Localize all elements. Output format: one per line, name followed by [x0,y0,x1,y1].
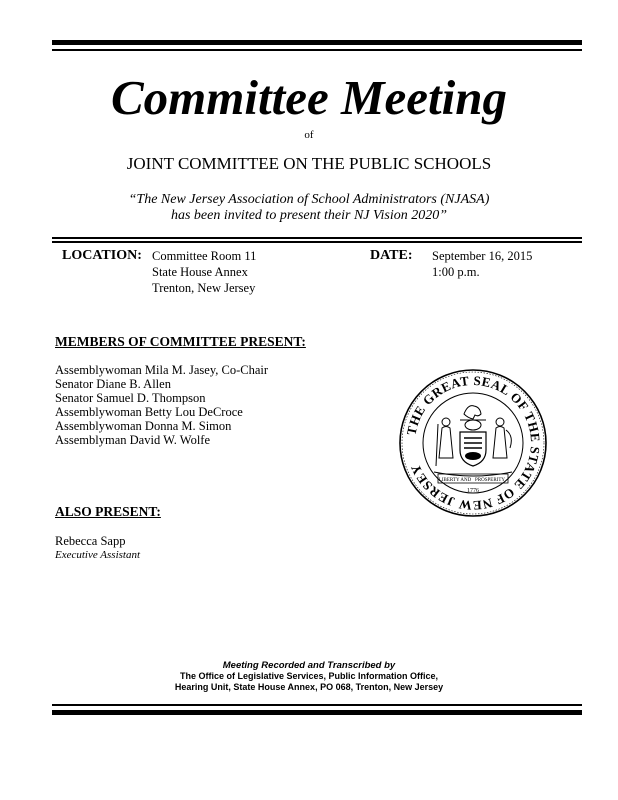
subtitle-line-1: “The New Jersey Association of School Administrators (NJASA) [128,192,490,207]
bottom-rule-thin [52,704,582,706]
location-line: Committee Room 11 [152,249,257,263]
time-line: 1:00 p.m. [432,265,480,279]
member-name: Assemblyman David W. Wolfe [55,433,210,447]
transcription-line: The Office of Legislative Services, Public Information Office, [179,671,439,681]
bottom-rule-thick [52,710,582,715]
mid-rule-1 [52,237,582,239]
member-name: Senator Samuel D. Thompson [55,391,206,405]
location-line: Trenton, New Jersey [152,281,256,295]
date-label: DATE: [370,248,413,263]
seal-ring-text: THE GREAT SEAL OF THE STATE OF NEW JERSEY [403,372,544,514]
seal-year: 1776 [467,488,479,494]
seal-banner-right: PROSPERITY [474,478,506,483]
location-details [152,248,256,296]
member-name: Senator Diane B. Allen [55,377,171,391]
member-name: Assemblywoman Mila M. Jasey, Co-Chair [55,363,269,377]
transcription-line: Hearing Unit, State House Annex, PO 068, Trenton, New Jersey [174,682,444,692]
member-name: Assemblywoman Donna M. Simon [55,419,232,433]
also-present-heading: ALSO PRESENT: [55,504,161,519]
staff-name: Rebecca Sapp [55,534,126,548]
document-title: Committee Meeting [110,70,508,125]
top-rule-thick [52,40,582,45]
location-label: LOCATION: [62,248,142,263]
seal-banner-left: LIBERTY AND [438,478,472,483]
date-line: September 16, 2015 [432,249,533,263]
mid-rule-2 [52,241,582,243]
top-rule-thin [52,49,582,51]
subtitle-line-2: has been invited to present their NJ Vision 2020” [170,208,448,223]
date-details [432,248,532,280]
transcription-heading: Meeting Recorded and Transcribed by [222,660,396,671]
state-seal [398,368,548,518]
members-heading: MEMBERS OF COMMITTEE PRESENT: [55,334,306,349]
title-of: of [304,129,314,141]
location-line: State House Annex [152,265,248,279]
member-name: Assemblywoman Betty Lou DeCroce [55,405,243,419]
committee-name: JOINT COMMITTEE ON THE PUBLIC SCHOOLS [126,154,492,173]
also-present-list [55,534,140,562]
staff-role: Executive Assistant [55,549,141,561]
members-list [55,363,268,447]
meeting-subtitle [0,192,618,224]
transcription-credit [0,660,618,693]
state-seal-graphic [398,368,548,518]
